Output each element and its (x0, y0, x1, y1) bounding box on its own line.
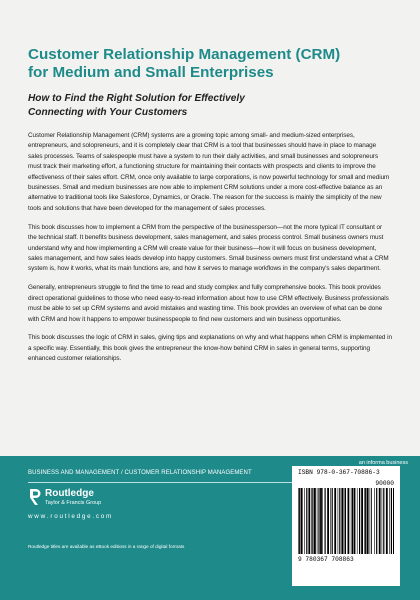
ebook-note: Routledge titles are available as eBook editions in a range of digital formats (28, 544, 185, 549)
price-code: 90000 (375, 480, 394, 487)
book-title (28, 46, 400, 82)
description-paragraph: Generally, entrepreneurs struggle to find the time to read and study complex and fully comprehensive books. This book provides direct operational guidelines to those who need easy-to-read information about how to use CRM effectively. Business professionals must be able to set up CRM systems and avoid mistakes and wasting time. This book provides an overview of what can be done with CRM and how it happens to empower businesspeople to find new customers and win business opportunities. (28, 284, 389, 323)
description-paragraph: Customer Relationship Management (CRM) systems are a growing topic among small- and medium-sized enterprises, entrepreneurs, and solopreneurs, and it is completely clear that CRM is a tool that businesses should have in place to manage sales processes. Teams of salespeople must have a system to run their daily activities, and small businesses and solopreneurs must track their marketing effort, a functioning structure for maintaining their contacts with prospects and clients to improve the effectiveness of their sales effort. CRM, once only available to large corporations, is now powerful technology for small and medium businesses. Small and medium businesses are now able to implement CRM solutions under a more cost-effective balance as an alternative to traditional tools like Salesforce, Dynamics, or Oracle. The reason for the success is mainly the simplicity of the new tools and solutions that have been developed for the management of sales processes. (28, 132, 390, 212)
barcode-panel (292, 466, 400, 586)
book-description (28, 131, 392, 373)
title-line-1: Customer Relationship Management (CRM) (28, 46, 341, 63)
isbn-text: ISBN 978-0-367-70886-3 (298, 469, 380, 476)
publisher-group: Taylor & Francis Group (45, 500, 102, 506)
subtitle-line-1: How to Find the Right Solution for Effectively (28, 93, 245, 104)
publisher-url: w w w . r o u t l e d g e . c o m (28, 513, 112, 520)
barcode-number: 9 780367 708863 (298, 556, 354, 563)
subtitle-line-2: Connecting with Your Customers (28, 107, 188, 118)
informa-tagline: an informa business (358, 460, 408, 466)
routledge-r-logo-icon (28, 488, 42, 506)
publisher-footer (0, 456, 420, 600)
description-paragraph: This book discusses how to implement a CRM from the perspective of the businessperson—not the more typical IT consultant or the technical staff. It benefits business development, sales management, and sales process control. Small business owners must understand why and how implementing a CRM will create value for their business—how it will focus on business development, sales management, and how sales leads develop into happy customers. Small business owners must first understand what a CRM system is, how it works, what its main functions are, and how it serves to manage workflows in the company's sales department. (28, 223, 389, 273)
barcode-icon (298, 488, 372, 554)
title-line-2: for Medium and Small Enterprises (28, 64, 274, 81)
publisher-name: Routledge (45, 488, 94, 499)
description-paragraph: This book discusses the logic of CRM in sales, giving tips and explanations on why and what happens when CRM is implemented in a specific way. Essentially, this book gives the entrepreneur the know-how behind CRM in sales in general terms, supporting enhanced customer relationships. (28, 334, 392, 363)
book-subtitle (28, 92, 400, 120)
subject-category: BUSINESS AND MANAGEMENT / CUSTOMER RELATIONSHIP MANAGEMENT (28, 470, 252, 476)
price-barcode-icon (374, 488, 394, 554)
